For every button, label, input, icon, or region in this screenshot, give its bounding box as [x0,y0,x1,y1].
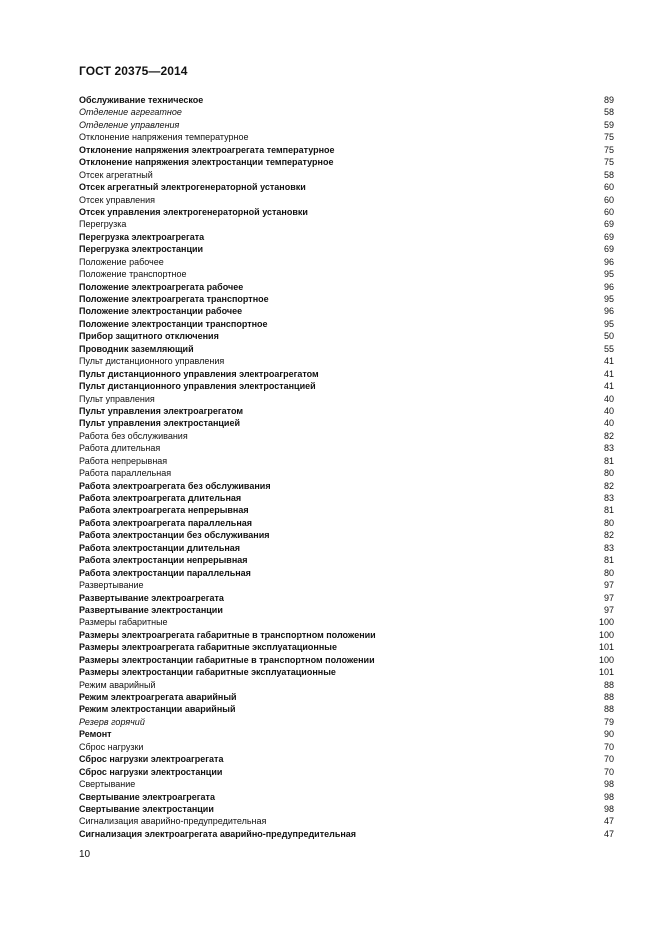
index-term: Режим электроагрегата аварийный [79,692,237,702]
index-term: Отделение управления [79,119,180,130]
index-term: Положение электроагрегата рабочее [79,281,244,292]
index-term: Положение рабочее [79,256,164,267]
index-page-ref: 80 [603,517,614,528]
index-page-ref: 98 [603,803,614,814]
alphabetical-index [79,94,614,840]
index-term: Размеры электроагрегата габаритные эксплуатационные [79,642,337,653]
index-term: Работа электростанции без обслуживания [79,530,270,541]
index-page-ref: 41 [603,356,614,367]
index-page-ref: 70 [603,754,614,765]
index-term: Пульт дистанционного управления [79,356,225,367]
index-term: Отсек управления электрогенераторной установки [79,206,308,217]
index-entry [79,380,614,392]
index-entry [79,417,614,429]
index-page-ref: 98 [603,779,614,790]
index-term: Сброс нагрузки [79,741,144,752]
index-page-ref: 98 [603,791,614,802]
index-term: Работа электроагрегата без обслуживания [79,480,271,491]
index-term: Развертывание электростанции [79,604,223,615]
index-term: Работа электростанции непрерывная [79,555,248,566]
index-page-ref: 81 [603,505,614,516]
index-page-ref: 96 [603,281,614,292]
index-entry [79,641,614,653]
index-term: Свертывание электроагрегата [79,791,215,802]
index-term: Сигнализация электроагрегата аварийно-предупредительная [79,828,357,839]
index-page-ref: 83 [603,542,614,553]
index-page-ref: 95 [603,294,614,304]
index-term: Положение электростанции транспортное [79,318,268,329]
index-entry [79,318,614,330]
index-entry [79,119,614,131]
index-term: Работа электроагрегата непрерывная [79,505,249,516]
index-term: Положение электростанции рабочее [79,306,243,317]
index-page-ref: 88 [603,692,614,702]
index-entry [79,480,614,492]
index-entry [79,803,614,815]
index-page-ref: 82 [603,430,614,441]
index-term: Отсек агрегатный [79,169,153,180]
index-page-ref: 69 [603,219,614,230]
index-term: Свертывание электростанции [79,803,214,814]
index-entry [79,654,614,666]
index-entry [79,430,614,442]
index-entry [79,728,614,740]
index-term: Резерв горячий [79,716,145,727]
index-entry [79,393,614,405]
index-term: Развертывание электроагрегата [79,592,224,603]
index-entry [79,218,614,230]
index-term: Работа электростанции длительная [79,542,241,553]
index-term: Свертывание [79,779,136,790]
index-term: Размеры габаритные [79,617,168,628]
index-entry [79,293,614,305]
index-term: Работа без обслуживания [79,430,188,441]
index-entry [79,741,614,753]
index-term: Прибор защитного отключения [79,331,219,342]
index-entry [79,716,614,728]
index-page-ref: 81 [603,555,614,566]
index-page-ref: 70 [603,766,614,777]
index-term: Отсек управления [79,194,156,205]
index-entry [79,231,614,243]
index-page-ref: 90 [603,729,614,740]
index-term: Развертывание [79,580,144,591]
index-term: Ремонт [79,729,112,740]
index-page-ref: 69 [603,244,614,255]
index-term: Работа электроагрегата параллельная [79,517,253,528]
index-page-ref: 100 [598,654,614,665]
index-entry [79,206,614,218]
index-page-ref: 101 [598,667,614,678]
index-entry [79,268,614,280]
index-entry [79,330,614,342]
index-term: Работа электроагрегата длительная [79,493,242,503]
index-entry [79,766,614,778]
index-page-ref: 75 [603,144,614,155]
index-entry [79,106,614,118]
index-page-ref: 40 [603,418,614,429]
index-page-ref: 50 [603,331,614,342]
index-page-ref: 40 [603,393,614,404]
index-entry [79,815,614,827]
index-page-ref: 58 [603,107,614,118]
index-page-ref: 47 [603,816,614,827]
index-entry [79,554,614,566]
index-page-ref: 82 [603,480,614,491]
index-entry [79,181,614,193]
index-entry [79,94,614,106]
index-entry [79,778,614,790]
index-page-ref: 96 [603,306,614,317]
index-entry [79,703,614,715]
index-term: Положение электроагрегата транспортное [79,294,269,304]
index-term: Размеры электростанции габаритные в транспортном положении [79,654,375,665]
index-term: Работа непрерывная [79,455,168,466]
index-entry [79,542,614,554]
index-term: Сброс нагрузки электроагрегата [79,754,224,765]
index-page-ref: 96 [603,256,614,267]
index-term: Пульт управления электростанцией [79,418,241,429]
index-term: Перегрузка [79,219,127,230]
index-entry [79,368,614,380]
index-entry [79,579,614,591]
index-term: Работа электростанции параллельная [79,567,251,578]
index-entry [79,194,614,206]
index-page-ref: 75 [603,157,614,168]
index-page-ref: 97 [603,592,614,603]
index-page-ref: 97 [603,580,614,591]
index-page-ref: 80 [603,567,614,578]
index-term: Перегрузка электроагрегата [79,231,205,242]
index-page-ref: 88 [603,704,614,715]
index-page-ref: 70 [603,741,614,752]
index-page-ref: 100 [598,629,614,640]
index-entry [79,666,614,678]
index-entry [79,455,614,467]
index-entry [79,529,614,541]
index-page-ref: 81 [603,455,614,466]
index-page-ref: 79 [603,716,614,727]
document-header: ГОСТ 20375—2014 [79,64,188,78]
index-page-ref: 101 [598,642,614,653]
index-page-ref: 100 [598,617,614,628]
index-entry [79,131,614,143]
index-term: Режим аварийный [79,679,156,690]
index-entry [79,243,614,255]
index-page-ref: 80 [603,468,614,479]
index-term: Работа параллельная [79,468,172,479]
index-entry [79,679,614,691]
index-term: Положение транспортное [79,269,187,280]
index-entry [79,567,614,579]
index-page-ref: 95 [603,269,614,280]
index-entry [79,517,614,529]
index-entry [79,753,614,765]
index-page-ref: 69 [603,231,614,242]
index-term: Обслуживание техническое [79,95,204,105]
index-page-ref: 41 [603,368,614,379]
index-entry [79,343,614,355]
index-entry [79,144,614,156]
index-term: Работа длительная [79,443,161,454]
index-page-ref: 95 [603,318,614,329]
index-term: Размеры электроагрегата габаритные в транспортном положении [79,629,376,640]
index-page-ref: 83 [603,493,614,503]
index-page-ref: 60 [603,182,614,193]
index-term: Пульт управления электроагрегатом [79,405,243,416]
page-number: 10 [79,849,91,860]
index-term: Перегрузка электростанции [79,244,204,255]
index-entry [79,256,614,268]
index-page-ref: 75 [603,132,614,143]
index-entry [79,281,614,293]
index-entry [79,442,614,454]
index-term: Сигнализация аварийно-предупредительная [79,816,267,827]
index-term: Размеры электростанции габаритные эксплуатационные [79,667,336,678]
index-entry [79,791,614,803]
index-entry [79,592,614,604]
index-entry [79,492,614,504]
index-entry [79,616,614,628]
index-page-ref: 47 [603,828,614,839]
index-term: Отклонение напряжения электроагрегата температурное [79,144,335,155]
index-term: Пульт дистанционного управления электростанцией [79,381,316,392]
index-term: Проводник заземляющий [79,343,194,354]
index-entry [79,305,614,317]
index-entry [79,504,614,516]
index-term: Отклонение напряжения температурное [79,132,249,143]
index-page-ref: 97 [603,604,614,615]
index-page-ref: 40 [603,405,614,416]
index-page-ref: 88 [603,679,614,690]
index-entry [79,691,614,703]
index-term: Режим электростанции аварийный [79,704,236,715]
index-term: Отделение агрегатное [79,107,182,118]
index-page-ref: 55 [603,343,614,354]
index-term: Отклонение напряжения электростанции температурное [79,157,334,168]
index-term: Сброс нагрузки электростанции [79,766,223,777]
index-page-ref: 82 [603,530,614,541]
index-entry [79,355,614,367]
index-entry [79,156,614,168]
index-entry [79,629,614,641]
index-term: Отсек агрегатный электрогенераторной установки [79,182,306,193]
index-page-ref: 83 [603,443,614,454]
index-page-ref: 58 [603,169,614,180]
index-page-ref: 60 [603,206,614,217]
index-page-ref: 41 [603,381,614,392]
index-page-ref: 60 [603,194,614,205]
index-entry [79,405,614,417]
index-entry [79,828,614,840]
index-page-ref: 59 [603,119,614,130]
index-term: Пульт управления [79,393,155,404]
index-entry [79,604,614,616]
index-entry [79,169,614,181]
index-term: Пульт дистанционного управления электроагрегатом [79,368,319,379]
index-entry [79,467,614,479]
index-page-ref: 89 [603,95,614,105]
